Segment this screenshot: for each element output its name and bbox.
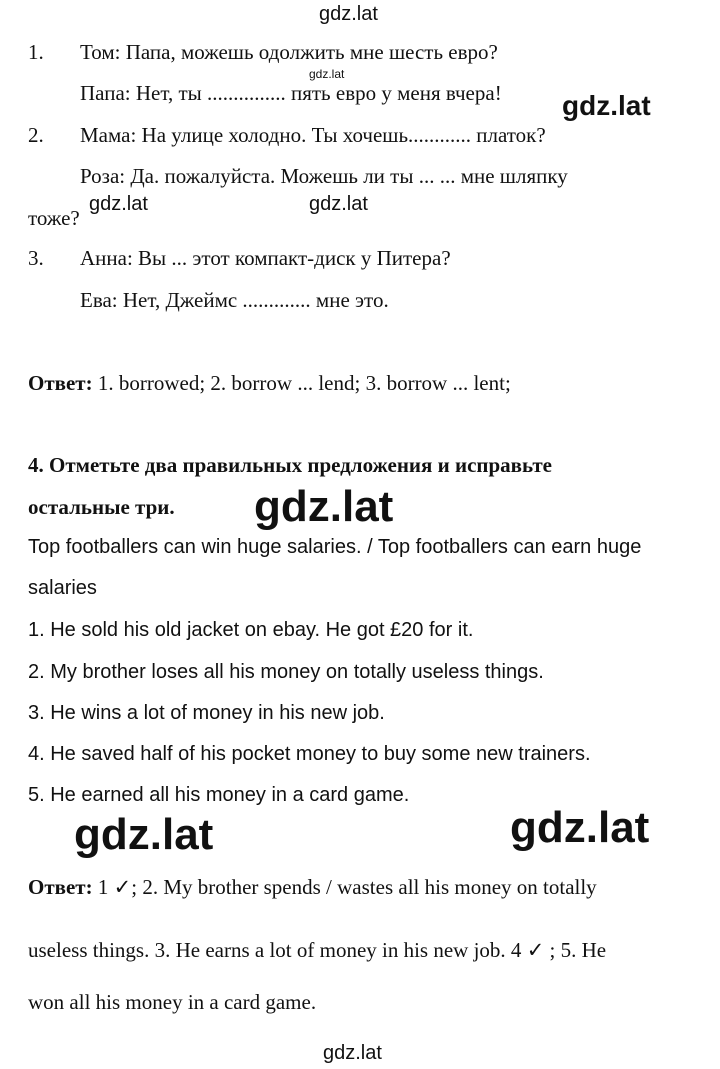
answer-text: 1. borrowed; 2. borrow ... lend; 3. borrow ... lent; [97,371,511,395]
list-item: 3. He wins a lot of money in his new job. [28,702,385,724]
example-line: salaries [28,577,97,599]
dialogue-number: 3. [28,246,44,270]
answer-label: Ответ: [28,371,93,395]
dialogue-line: Роза: Да. пожалуйста. Можешь ли ты ... ... мне шляпку [80,164,568,188]
list-item: 2. My brother loses all his money on totally useless things. [28,661,544,683]
watermark-right-mid: gdz.lat [562,90,651,121]
list-item: 1. He sold his old jacket on ebay. He got £20 for it. [28,619,474,641]
watermark-left-small: gdz.lat [89,193,148,215]
watermark-bottom: gdz.lat [323,1042,382,1064]
dialogue-line: Папа: Нет, ты ............... пять евро у меня вчера! [80,81,502,105]
watermark-tiny: gdz.lat [309,67,345,81]
dialogue-line: Том: Папа, можешь одолжить мне шесть евро? [80,40,498,64]
watermark-top: gdz.lat [319,3,378,25]
dialogue-line: Анна: Вы ... этот компакт-диск у Питера? [80,246,451,270]
dialogue-line: Мама: На улице холодно. Ты хочешь............ платок? [80,123,546,147]
list-item: 4. He saved half of his pocket money to buy some new trainers. [28,743,591,765]
answer-text: ; 5. He [544,938,607,962]
answer-text: 1 [97,875,109,899]
watermark-center-small: gdz.lat [309,193,368,215]
dialogue-number: 1. [28,40,44,64]
dialogue-number: 2. [28,123,44,147]
answer-text: ; 2. My brother spends / wastes all his money on totally [131,875,597,899]
answer-1 [28,371,511,396]
watermark-big-left: gdz.lat [74,810,214,859]
answer-text: useless things. 3. He earns a lot of money in his new job. 4 [28,938,527,962]
answer-2-line [28,875,597,900]
dialogue-line: тоже? [28,206,80,230]
task-heading: 4. Отметьте два правильных предложения и исправьте [28,453,552,477]
answer-2-line: won all his money in a card game. [28,990,317,1014]
check-icon: ✓ [113,875,132,899]
list-item: 5. He earned all his money in a card game. [28,784,410,806]
answer-2-line [28,938,606,963]
check-icon: ✓ [526,938,545,962]
example-line: Top footballers can win huge salaries. / Top footballers can earn huge [28,536,642,558]
answer-label: Ответ: [28,875,93,899]
dialogue-line: Ева: Нет, Джеймс ............. мне это. [80,288,389,312]
task-heading: остальные три. [28,495,175,519]
watermark-big-center: gdz.lat [254,482,394,531]
watermark-big-right: gdz.lat [510,803,650,852]
